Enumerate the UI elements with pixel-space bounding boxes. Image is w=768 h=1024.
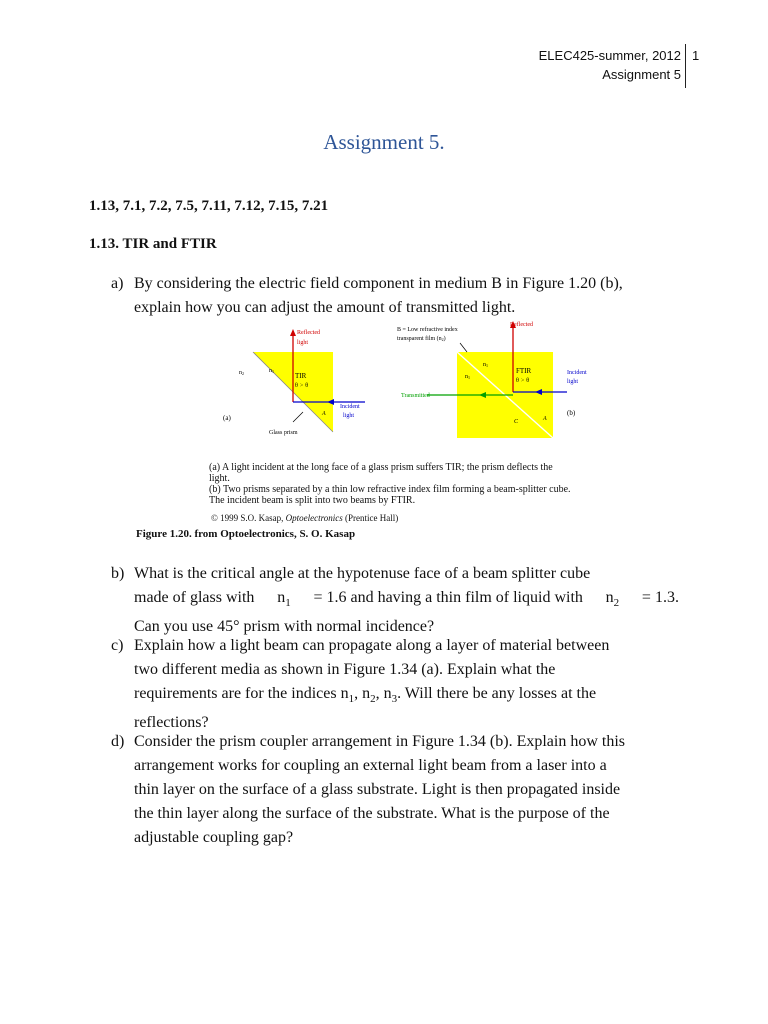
transmitted-label: Transmitted xyxy=(401,393,430,399)
figure-copyright: © 1999 S.O. Kasap, Optoelectronics (Prentice Hall) xyxy=(211,513,399,523)
question-c-label: c) xyxy=(111,637,124,654)
figure-caption-line-3: (b) Two prisms separated by a thin low refractive index film forming a beam-splitter cube. xyxy=(209,484,571,495)
question-c-text: Explain how a light beam can propagate along a layer of material between two different media as shown in Figure 1.34 (a). Explain what the requirements are for the indices $n_1$, $n_2$, $n_3$. Will there be any losses at the reflections? xyxy=(134,637,610,732)
question-d-label: d) xyxy=(111,733,125,750)
svg-text:n1: n1 xyxy=(465,374,470,380)
reflected-label-a: Reflected xyxy=(297,330,320,336)
svg-text:n2: n2 xyxy=(239,370,244,376)
figure-caption-line-2: light. xyxy=(209,473,230,484)
theta-label-a: θ > θ xyxy=(295,383,309,389)
reflected-label-b: Reflected xyxy=(510,322,533,328)
course-header: ELEC425-summer, 2012 xyxy=(538,48,681,63)
svg-text:light: light xyxy=(567,379,579,385)
figure-1-20 xyxy=(205,316,615,441)
figure-title: Figure 1.20. from Optoelectronics, S. O. Kasap xyxy=(136,528,356,540)
header-divider xyxy=(685,44,686,88)
assignment-header: Assignment 5 xyxy=(602,67,681,82)
svg-text:A: A xyxy=(543,416,547,422)
svg-text:transparent film (n2): transparent film (n2) xyxy=(397,336,446,342)
figure-caption-line-4: The incident beam is split into two beams by FTIR. xyxy=(209,495,416,506)
svg-text:(b): (b) xyxy=(567,409,576,417)
question-d-text: Consider the prism coupler arrangement in Figure 1.34 (b). Explain how this arrangement works for coupling an external light beam from a laser into a thin layer on the surface of a glass substrate. Light is then propagated inside the thin layer along the surface of the substrate. What is the purpose of the adjustable coupling gap? xyxy=(134,733,626,846)
section-title: 1.13. TIR and FTIR xyxy=(89,236,217,252)
svg-text:θ>θ: θ > θ xyxy=(516,378,530,384)
figure-caption-line-1: (a) A light incident at the long face of a glass prism suffers TIR; the prism deflects the xyxy=(209,462,553,473)
svg-text:n1: n1 xyxy=(269,368,274,374)
svg-text:light: light xyxy=(297,340,309,346)
question-b-label: b) xyxy=(111,565,125,582)
incident-label-a: Incident xyxy=(340,404,360,410)
svg-text:light: light xyxy=(343,413,355,419)
tir-label: TIR xyxy=(295,372,307,380)
film-label: B = Low refractive index xyxy=(397,327,458,333)
question-a-label: a) xyxy=(111,275,124,292)
svg-text:(a): (a) xyxy=(223,414,231,422)
svg-text:C: C xyxy=(514,419,519,425)
question-b-text: What is the critical angle at the hypotenuse face of a beam splitter cube made of glass with $n_1$ = 1.6 and having a thin film of liquid with $n_2$ = 1.3. Can you use 45° prism with normal incidence? xyxy=(134,565,679,636)
incident-label-b: Incident xyxy=(567,370,587,376)
page-number: 1 xyxy=(692,48,700,63)
problem-list: 1.13, 7.1, 7.2, 7.5, 7.11, 7.12, 7.15, 7.21 xyxy=(89,198,329,214)
page-title: Assignment 5. xyxy=(323,130,445,154)
svg-text:A: A xyxy=(322,411,326,417)
ftir-label: FTIR xyxy=(516,367,532,375)
svg-text:n1: n1 xyxy=(483,362,488,368)
question-a-text: By considering the electric field component in medium B in Figure 1.20 (b), explain how you can adjust the amount of transmitted light. xyxy=(134,275,623,316)
glass-prism-label: Glass prism xyxy=(269,430,298,436)
